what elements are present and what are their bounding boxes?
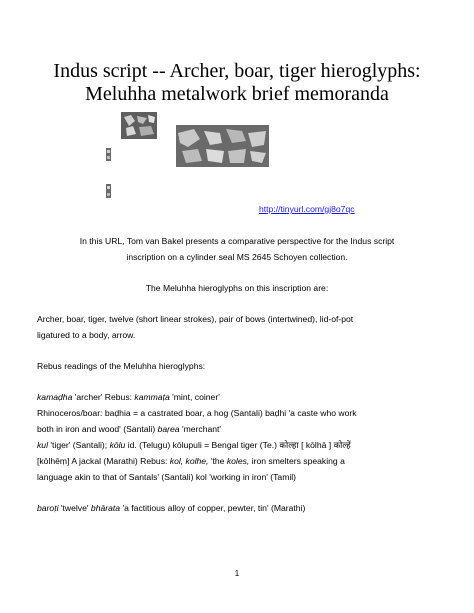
hieroglyphs-heading: The Meluhha hieroglyphs on this inscription are:	[145, 283, 329, 293]
reading-archer	[37, 389, 220, 405]
hieroglyph-list-line-2: ligatured to a body, arrow.	[37, 330, 136, 340]
rebus-readings-heading: Rebus readings of the Meluhha hieroglyphs:	[37, 361, 206, 371]
page-number: 1	[234, 569, 240, 578]
reading-twelve	[37, 500, 305, 516]
document-title-line-1: Indus script -- Archer, boar, tiger hieroglyphs:	[53, 60, 421, 82]
intro-paragraph-line-1: In this URL, Tom van Bakel presents a comparative perspective for the Indus script	[79, 236, 395, 246]
reading-term: kul	[37, 440, 48, 450]
reading-boar-line-1: Rhinoceros/boar: baḍhia = a castrated boar, a hog (Santali) baḍhi 'a caste who work	[37, 408, 357, 418]
reading-term: kōlu	[109, 440, 126, 450]
reading-text: iron smelters speaking a	[249, 456, 345, 466]
reading-text: 'a factitious alloy of copper, pewter, tin' (Marathi)	[120, 503, 306, 513]
reading-text: 'twelve'	[58, 503, 91, 513]
reading-term: baroṭi	[37, 503, 59, 513]
document-title-line-2: Meluhha metalwork brief memoranda	[85, 83, 389, 105]
cylinder-seal-rollout-image	[176, 125, 269, 167]
reading-boar-line-2	[37, 421, 221, 437]
reading-text: 'the	[208, 456, 227, 466]
source-link[interactable]: http://tinyurl.com/gj8o7qc	[259, 204, 355, 214]
intro-paragraph-line-2: inscription on a cylinder seal MS 2645 Schoyen collection.	[126, 252, 348, 262]
reading-text: [kōlhēṃ] A jackal (Marathi) Rebus:	[37, 456, 170, 466]
reading-term: bhārata	[90, 503, 121, 513]
reading-text: id. (Telugu) kōlupuli = Bengal tiger (Te.) कोल्हा [ kōlhā ] कोल्हें	[125, 440, 351, 450]
seal-fragment-left-1-image	[106, 148, 111, 161]
reading-text: both in iron and wood' (Santali)	[37, 424, 158, 434]
reading-tiger-line-2	[37, 453, 345, 469]
seal-fragment-left-2-image	[106, 184, 111, 198]
reading-term: baṛea	[157, 424, 180, 434]
reading-term: kol, kolhe,	[169, 456, 209, 466]
reading-text: 'tiger' (Santali);	[48, 440, 110, 450]
hieroglyph-list-line-1: Archer, boar, tiger, twelve (short linear strokes), pair of bows (intertwined), lid-of-pot	[37, 314, 354, 324]
reading-text: 'mint, coiner'	[169, 392, 220, 402]
reading-text: 'merchant'	[179, 424, 222, 434]
reading-tiger-line-1	[37, 437, 351, 453]
reading-term: kammaṭa	[134, 392, 170, 402]
reading-text: 'archer' Rebus:	[72, 392, 135, 402]
reading-term: kamaḍha	[37, 392, 73, 402]
reading-tiger-line-3: language akin to that of Santals' (Santali) kol 'working in iron' (Tamil)	[37, 472, 297, 482]
seal-impression-small-image	[121, 112, 157, 139]
reading-term: koles,	[226, 456, 250, 466]
